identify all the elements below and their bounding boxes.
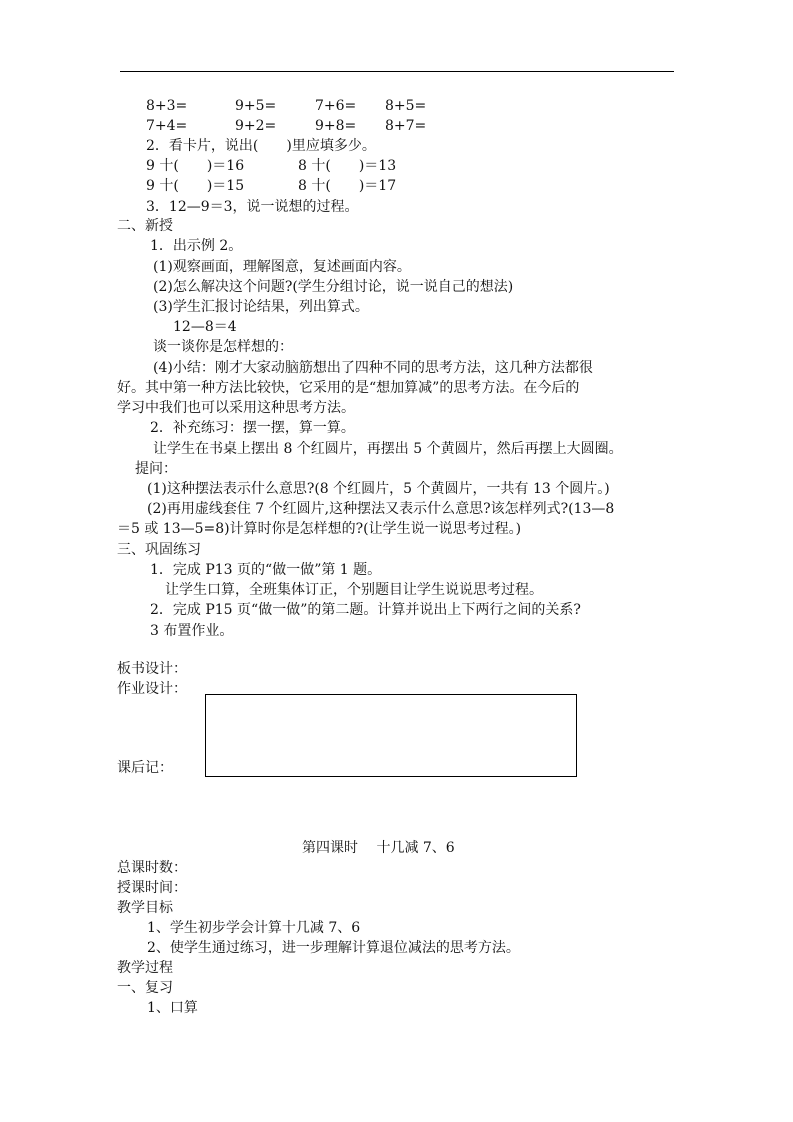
list-item: (1)观察画面，理解图意，复述画面内容。 bbox=[153, 259, 411, 275]
teach-time-label: 授课时间： bbox=[117, 880, 187, 896]
list-item: 2．补充练习：摆一摆，算一算。 bbox=[150, 420, 355, 436]
oral-calc-item: 8+5= bbox=[385, 98, 427, 114]
section-heading: 二、新授 bbox=[117, 218, 173, 234]
oral-calc-item: 7+4= bbox=[146, 118, 188, 134]
equation: 12—8＝4 bbox=[173, 319, 237, 335]
oral-calc-item: 7+6= bbox=[315, 98, 357, 114]
fill-blank: 9 十( )＝15 bbox=[146, 178, 245, 194]
fill-blank: 8 十( )＝17 bbox=[298, 178, 397, 194]
paragraph: 提问： bbox=[135, 461, 177, 477]
paragraph: 好。其中第一种方法比较快，它采用的是“想加算减”的思考方法。在今后的 bbox=[117, 380, 580, 396]
paragraph: 谈一谈你是怎样想的： bbox=[153, 339, 293, 355]
notes-box bbox=[205, 694, 577, 777]
list-item: 1．出示例 2。 bbox=[150, 238, 243, 254]
homework-design-label: 作业设计： bbox=[117, 681, 187, 697]
total-hours-label: 总课时数： bbox=[117, 860, 187, 876]
board-design-label: 板书设计： bbox=[117, 661, 187, 677]
fill-blank: 8 十( )＝13 bbox=[298, 158, 397, 174]
list-item: (2)怎么解决这个问题?(学生分组讨论，说一说自己的想法) bbox=[153, 279, 514, 295]
list-item: 2．完成 P15 页“做一做”的第二题。计算并说出上下两行之间的关系? bbox=[150, 602, 581, 618]
section-heading: 三、巩固练习 bbox=[117, 542, 201, 558]
after-class-notes-label: 课后记： bbox=[117, 760, 173, 776]
list-item: 1．完成 P13 页的“做一做”第 1 题。 bbox=[150, 562, 382, 578]
review-item-2: 2．看卡片，说出( )里应填多少。 bbox=[146, 138, 376, 154]
oral-calc-item: 8+3= bbox=[146, 98, 188, 114]
list-item: 2、使学生通过练习，进一步理解计算退位减法的思考方法。 bbox=[147, 940, 520, 956]
lesson-title: 第四课时 十几减 7、6 bbox=[302, 840, 455, 856]
paragraph: 让学生在书桌上摆出 8 个红圆片，再摆出 5 个黄圆片，然后再摆上大圆圈。 bbox=[153, 441, 623, 457]
paragraph: 学习中我们也可以采用这种思考方法。 bbox=[117, 400, 355, 416]
review-item-3: 3．12—9＝3，说一说想的过程。 bbox=[146, 199, 359, 215]
paragraph: ＝5 或 13—5=8)计算时你是怎样想的?(让学生说一说思考过程。) bbox=[117, 521, 522, 537]
oral-calc-item: 8+7= bbox=[385, 118, 427, 134]
list-item: 1、口算 bbox=[147, 1000, 198, 1016]
section-heading: 一、复习 bbox=[117, 980, 173, 996]
oral-calc-item: 9+2= bbox=[235, 118, 277, 134]
fill-blank: 9 十( )＝16 bbox=[146, 158, 245, 174]
list-item: (3)学生汇报讨论结果，列出算式。 bbox=[153, 299, 369, 315]
section-heading: 教学过程 bbox=[117, 960, 173, 976]
paragraph: (2)再用虚线套住 7 个红圆片,这种摆法又表示什么意思?该怎样列式?(13—8 bbox=[147, 501, 615, 517]
oral-calc-item: 9+8= bbox=[315, 118, 357, 134]
paragraph: (4)小结：刚才大家动脑筋想出了四种不同的思考方法，这几种方法都很 bbox=[153, 360, 593, 376]
list-item: 3 布置作业。 bbox=[150, 623, 234, 639]
paragraph: (1)这种摆法表示什么意思?(8 个红圆片，5 个黄圆片，一共有 13 个圆片。) bbox=[147, 481, 610, 497]
list-item: 1、学生初步学会计算十几减 7、6 bbox=[147, 920, 361, 936]
section-heading: 教学目标 bbox=[117, 900, 173, 916]
header-rule bbox=[120, 71, 674, 72]
oral-calc-item: 9+5= bbox=[235, 98, 277, 114]
paragraph: 让学生口算，全班集体订正，个别题目让学生说说思考过程。 bbox=[165, 582, 543, 598]
